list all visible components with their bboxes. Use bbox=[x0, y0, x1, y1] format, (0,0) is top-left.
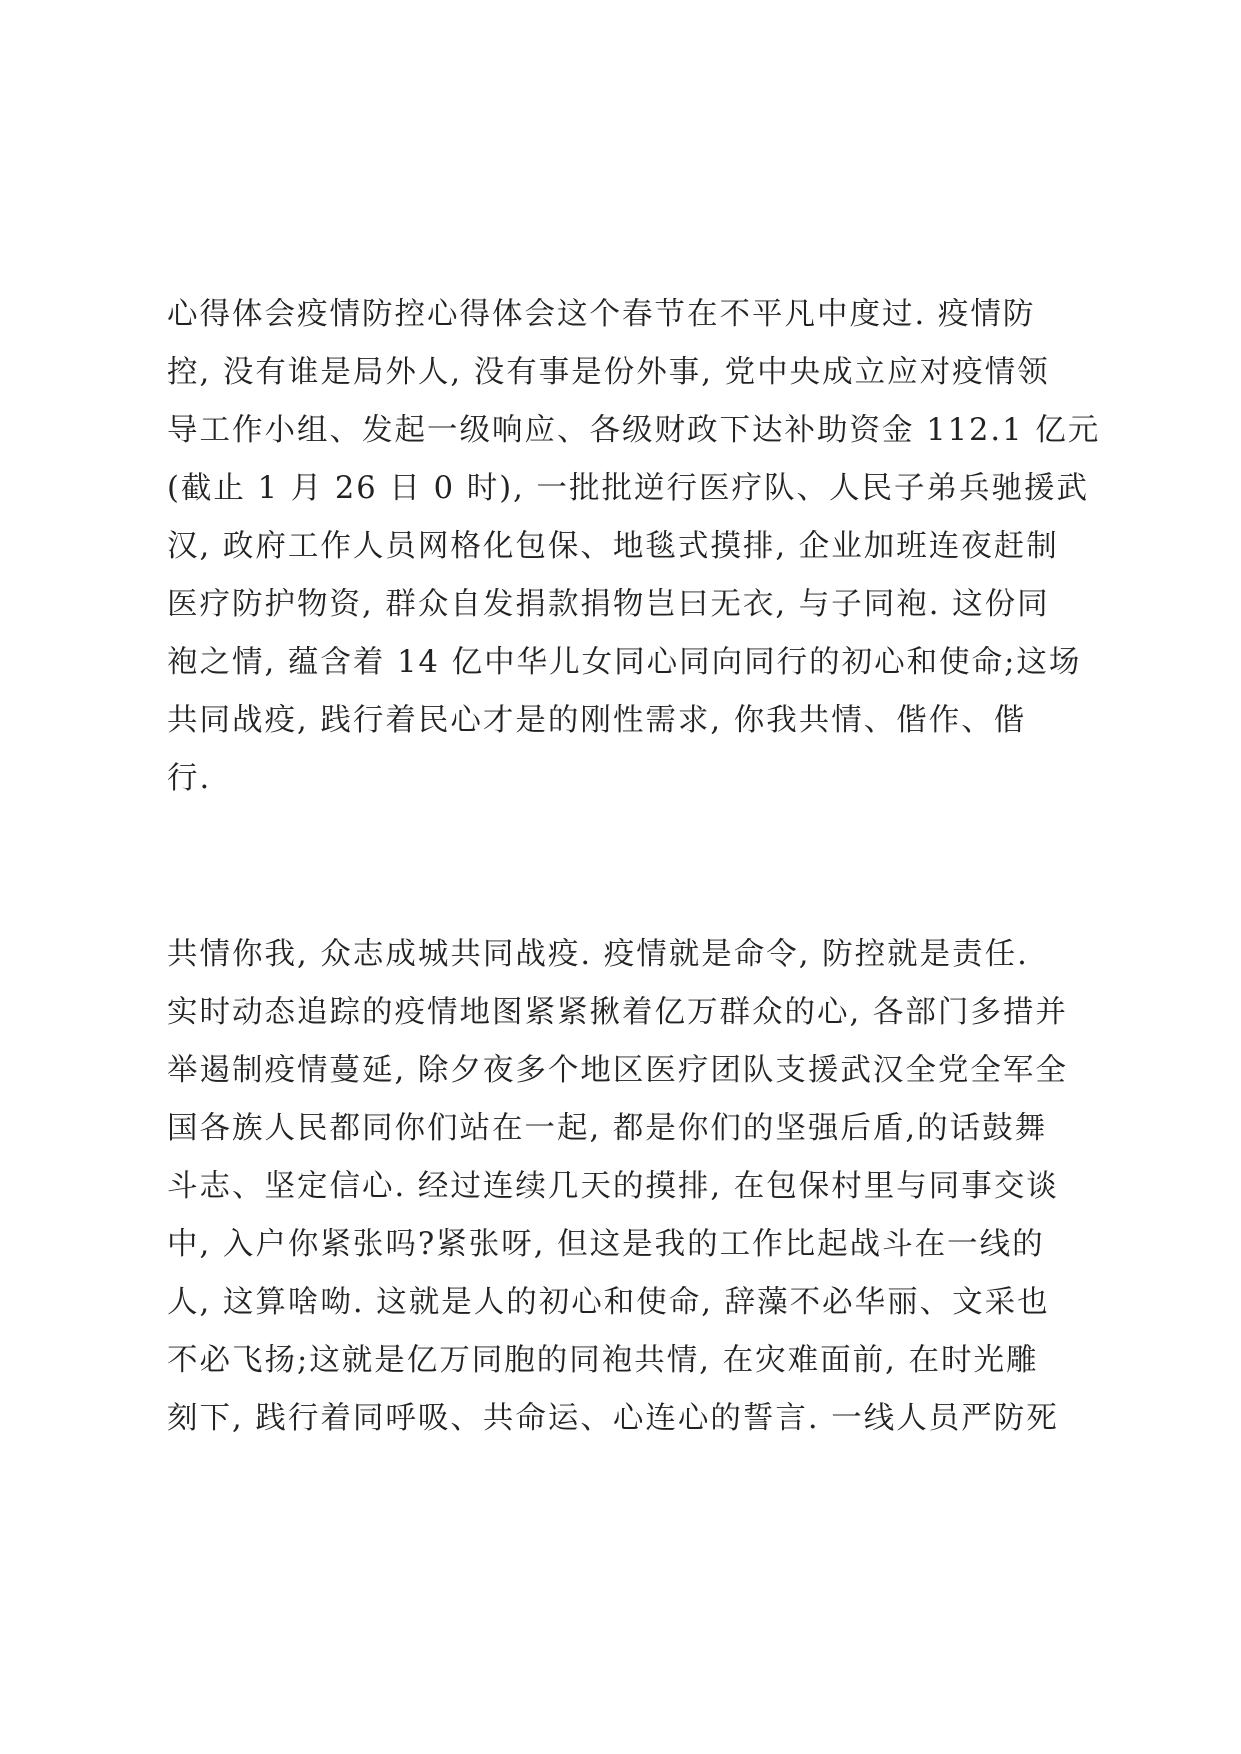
text-line: 共情你我, 众志成城共同战疫. 疫情就是命令, 防控就是责任. bbox=[167, 937, 1029, 972]
text-line: 心得体会疫情防控心得体会这个春节在不平凡中度过. 疫情防 bbox=[167, 297, 1036, 332]
text-line: 汉, 政府工作人员网格化包保、地毯式摸排, 企业加班连夜赶制 bbox=[167, 529, 1059, 564]
text-line: (截止 1 月 26 日 0 时), 一批批逆行医疗队、人民子弟兵驰援武 bbox=[167, 471, 1089, 506]
text-line: 导工作小组、发起一级响应、各级财政下达补助资金 112.1 亿元 bbox=[167, 413, 1101, 448]
paragraph-1 bbox=[167, 286, 1101, 808]
text-line: 袍之情, 蕴含着 14 亿中华儿女同心同向同行的初心和使命;这场 bbox=[167, 645, 1082, 680]
text-line: 刻下, 践行着同呼吸、共命运、心连心的誓言. 一线人员严防死 bbox=[167, 1401, 1059, 1436]
text-line: 控, 没有谁是局外人, 没有事是份外事, 党中央成立应对疫情领 bbox=[167, 355, 1050, 390]
text-line: 斗志、坚定信心. 经过连续几天的摸排, 在包保村里与同事交谈 bbox=[167, 1169, 1059, 1204]
paragraph-2 bbox=[167, 926, 1097, 1448]
text-line: 国各族人民都同你们站在一起, 都是你们的坚强后盾,的话鼓舞 bbox=[167, 1111, 1048, 1146]
text-line: 医疗防护物资, 群众自发捐款捐物岂曰无衣, 与子同袍. 这份同 bbox=[167, 587, 1050, 622]
text-line: 举遏制疫情蔓延, 除夕夜多个地区医疗团队支援武汉全党全军全 bbox=[167, 1053, 1068, 1088]
text-line: 行. bbox=[167, 761, 212, 796]
text-line: 共同战疫, 践行着民心才是的刚性需求, 你我共情、偕作、偕 bbox=[167, 703, 1027, 738]
text-line: 中, 入户你紧张吗?紧张呀, 但这是我的工作比起战斗在一线的 bbox=[167, 1227, 1045, 1262]
text-line: 实时动态追踪的疫情地图紧紧揪着亿万群众的心, 各部门多措并 bbox=[167, 995, 1068, 1030]
text-line: 不必飞扬;这就是亿万同胞的同袍共情, 在灾难面前, 在时光雕 bbox=[167, 1343, 1039, 1378]
text-line: 人, 这算啥呦. 这就是人的初心和使命, 辞藻不必华丽、文采也 bbox=[167, 1285, 1050, 1320]
